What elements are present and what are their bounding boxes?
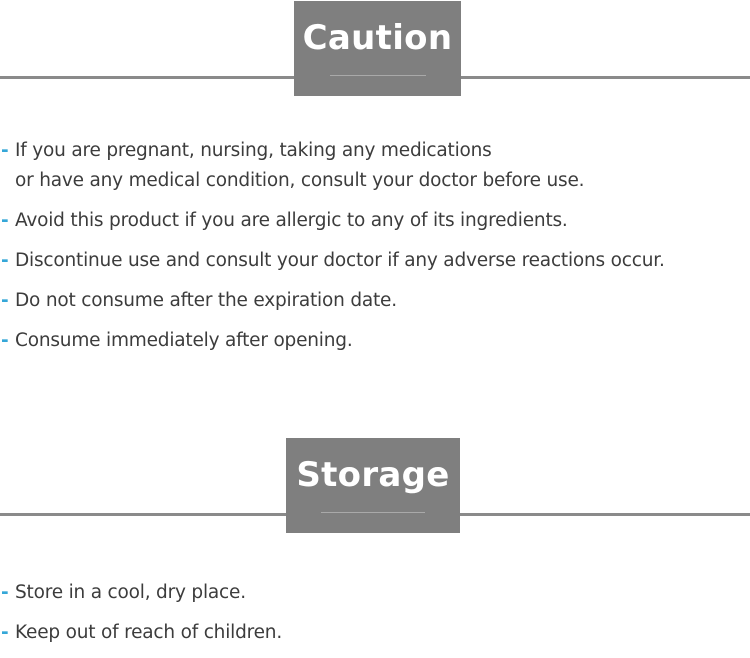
caution-item-text: Avoid this product if you are allergic to any of its ingredients. — [15, 210, 568, 231]
caution-item-pregnant — [0, 136, 665, 196]
bullet-dash: - — [1, 250, 9, 271]
storage-heading-box — [286, 438, 460, 533]
caution-item-text: or have any medical condition, consult your doctor before use. — [15, 170, 585, 191]
bullet-dash: - — [1, 622, 9, 643]
storage-item-text: Keep out of reach of children. — [15, 622, 283, 643]
bullet-dash: - — [1, 582, 9, 603]
caution-item-opening — [0, 326, 665, 356]
caution-item-text: Discontinue use and consult your doctor if any adverse reactions occur. — [15, 250, 665, 271]
caution-item-text: Consume immediately after opening. — [15, 330, 353, 351]
bullet-dash: - — [1, 330, 9, 351]
storage-item-text: Store in a cool, dry place. — [15, 582, 246, 603]
caution-item-expiration — [0, 286, 665, 316]
caution-item-adverse — [0, 246, 665, 276]
bullet-dash: - — [1, 140, 9, 161]
caution-title: Caution — [302, 18, 453, 58]
storage-section — [0, 437, 750, 648]
bullet-dash: - — [1, 290, 9, 311]
caution-item-allergy — [0, 206, 665, 236]
caution-title-underline — [330, 75, 426, 76]
bullet-dash: - — [1, 210, 9, 231]
caution-item-text: Do not consume after the expiration date. — [15, 290, 397, 311]
storage-title-underline — [321, 512, 425, 513]
caution-item-text: If you are pregnant, nursing, taking any medications — [15, 140, 492, 161]
storage-item-children — [0, 618, 282, 648]
storage-title: Storage — [296, 455, 450, 495]
caution-heading-box — [294, 1, 461, 96]
caution-list — [0, 136, 665, 366]
storage-list — [0, 578, 282, 658]
storage-item-cool-dry — [0, 578, 282, 608]
